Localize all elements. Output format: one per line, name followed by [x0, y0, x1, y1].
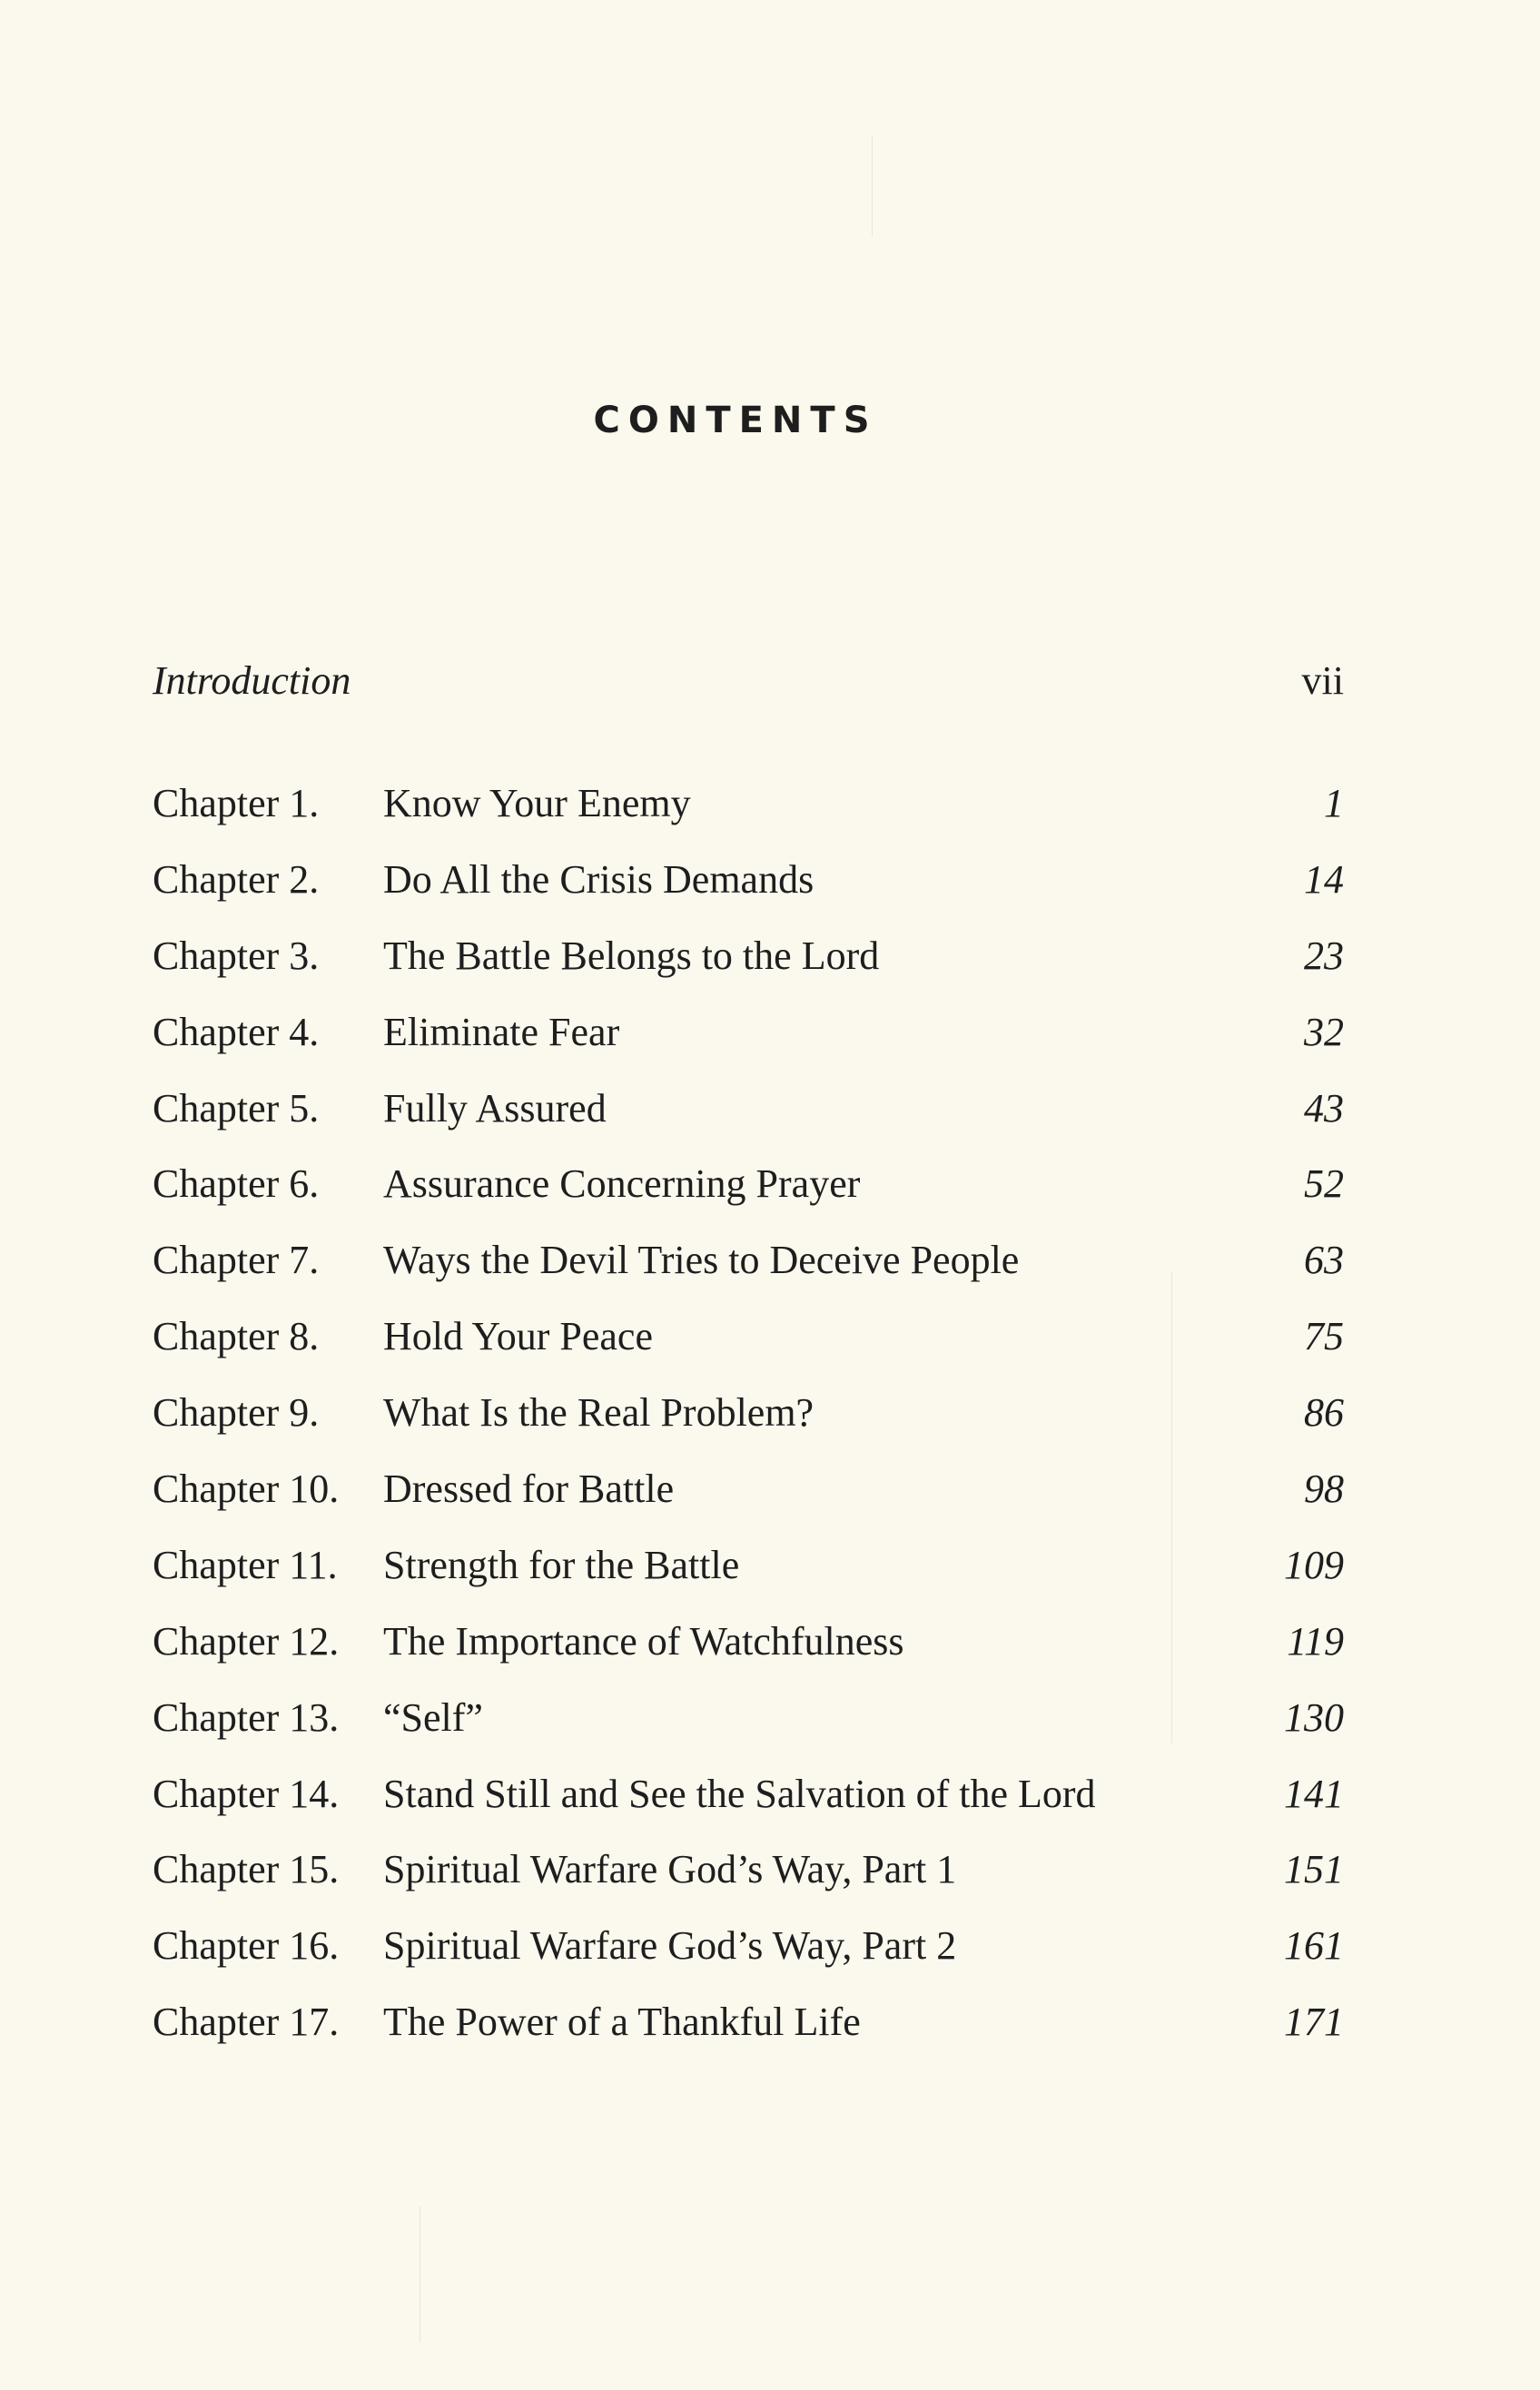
chapter-page-number: 98: [1304, 1467, 1344, 1512]
chapter-label: Chapter 9.: [153, 1390, 320, 1436]
chapter-page-number: 52: [1304, 1161, 1344, 1207]
toc-entry-chapter[interactable]: [153, 774, 1344, 850]
toc-entry-chapter[interactable]: [153, 1383, 1344, 1459]
chapter-label: Chapter 14.: [153, 1771, 340, 1816]
toc-entry-chapter[interactable]: [153, 1764, 1344, 1841]
toc-entry-chapter[interactable]: [153, 1230, 1344, 1307]
toc-entry-chapter[interactable]: [153, 1688, 1344, 1764]
chapter-title: Stand Still and See the Salvation of the Lord: [383, 1771, 1096, 1816]
chapter-title: Know Your Enemy: [383, 781, 691, 825]
chapter-label: Chapter 16.: [153, 1923, 340, 1969]
chapter-label: Chapter 17.: [153, 2000, 340, 2045]
toc-entry-chapter[interactable]: [153, 1459, 1344, 1536]
introduction-label: Introduction: [153, 658, 351, 703]
chapter-page-number: 130: [1284, 1694, 1344, 1740]
contents-heading: CONTENTS: [593, 400, 878, 441]
chapter-page-number: 119: [1287, 1618, 1344, 1664]
chapter-page-number: 86: [1304, 1390, 1344, 1436]
chapter-title: Ways the Devil Tries to Deceive People: [383, 1238, 1020, 1283]
chapter-label: Chapter 13.: [153, 1694, 340, 1740]
toc-entry-chapter[interactable]: [153, 1079, 1344, 1155]
chapter-label: Chapter 11.: [153, 1542, 338, 1587]
chapter-label: Chapter 4.: [153, 1009, 320, 1054]
toc-entry-chapter[interactable]: [153, 1154, 1344, 1230]
chapter-title: Spiritual Warfare God’s Way, Part 1: [383, 1847, 957, 1892]
chapter-title: Spiritual Warfare God’s Way, Part 2: [383, 1923, 957, 1969]
chapter-page-number: 32: [1304, 1009, 1344, 1054]
chapter-label: Chapter 8.: [153, 1314, 320, 1359]
chapter-page-number: 161: [1284, 1923, 1344, 1969]
toc-entry-chapter[interactable]: [153, 1840, 1344, 1916]
chapter-page-number: 1: [1324, 781, 1344, 825]
chapter-title: “Self”: [383, 1694, 483, 1740]
chapter-label: Chapter 2.: [153, 856, 320, 902]
chapter-label: Chapter 3.: [153, 933, 320, 978]
chapter-page-number: 141: [1284, 1771, 1344, 1816]
chapter-title: Strength for the Battle: [383, 1542, 740, 1587]
chapter-page-number: 75: [1304, 1314, 1344, 1359]
scan-artifact: [872, 136, 873, 236]
toc-entry-chapter[interactable]: [153, 1992, 1344, 2069]
chapter-label: Chapter 5.: [153, 1085, 320, 1131]
chapter-page-number: 63: [1304, 1238, 1344, 1283]
chapter-page-number: 151: [1284, 1847, 1344, 1892]
chapter-title: Dressed for Battle: [383, 1467, 675, 1512]
chapter-label: Chapter 12.: [153, 1618, 340, 1664]
chapter-title: What Is the Real Problem?: [383, 1390, 814, 1436]
toc-entry-chapter[interactable]: [153, 850, 1344, 926]
chapter-title: Fully Assured: [383, 1085, 607, 1131]
chapter-title: Assurance Concerning Prayer: [383, 1161, 861, 1207]
toc-entry-chapter[interactable]: [153, 1612, 1344, 1688]
chapter-page-number: 23: [1304, 933, 1344, 978]
toc-entry-chapter[interactable]: [153, 1916, 1344, 1992]
chapter-title: The Battle Belongs to the Lord: [383, 933, 880, 978]
toc-entry-chapter[interactable]: [153, 926, 1344, 1002]
chapter-page-number: 14: [1304, 856, 1344, 902]
chapter-title: Hold Your Peace: [383, 1314, 653, 1359]
chapter-label: Chapter 15.: [153, 1847, 340, 1892]
chapter-page-number: 171: [1284, 2000, 1344, 2045]
toc-entry-chapter[interactable]: [153, 1002, 1344, 1079]
introduction-page-number: vii: [1301, 658, 1344, 703]
chapter-label: Chapter 7.: [153, 1238, 320, 1283]
toc-entry-chapter[interactable]: [153, 1536, 1344, 1612]
chapter-title: The Importance of Watchfulness: [383, 1618, 904, 1664]
chapter-title: Eliminate Fear: [383, 1009, 620, 1054]
chapter-list: [153, 774, 1344, 2069]
toc-entry-introduction[interactable]: [153, 657, 1344, 717]
chapter-label: Chapter 6.: [153, 1161, 320, 1207]
toc-entry-chapter[interactable]: [153, 1307, 1344, 1383]
chapter-title: Do All the Crisis Demands: [383, 856, 814, 902]
chapter-title: The Power of a Thankful Life: [383, 2000, 861, 2045]
chapter-page-number: 43: [1304, 1085, 1344, 1131]
chapter-page-number: 109: [1284, 1542, 1344, 1587]
chapter-label: Chapter 10.: [153, 1467, 340, 1512]
chapter-label: Chapter 1.: [153, 781, 320, 825]
